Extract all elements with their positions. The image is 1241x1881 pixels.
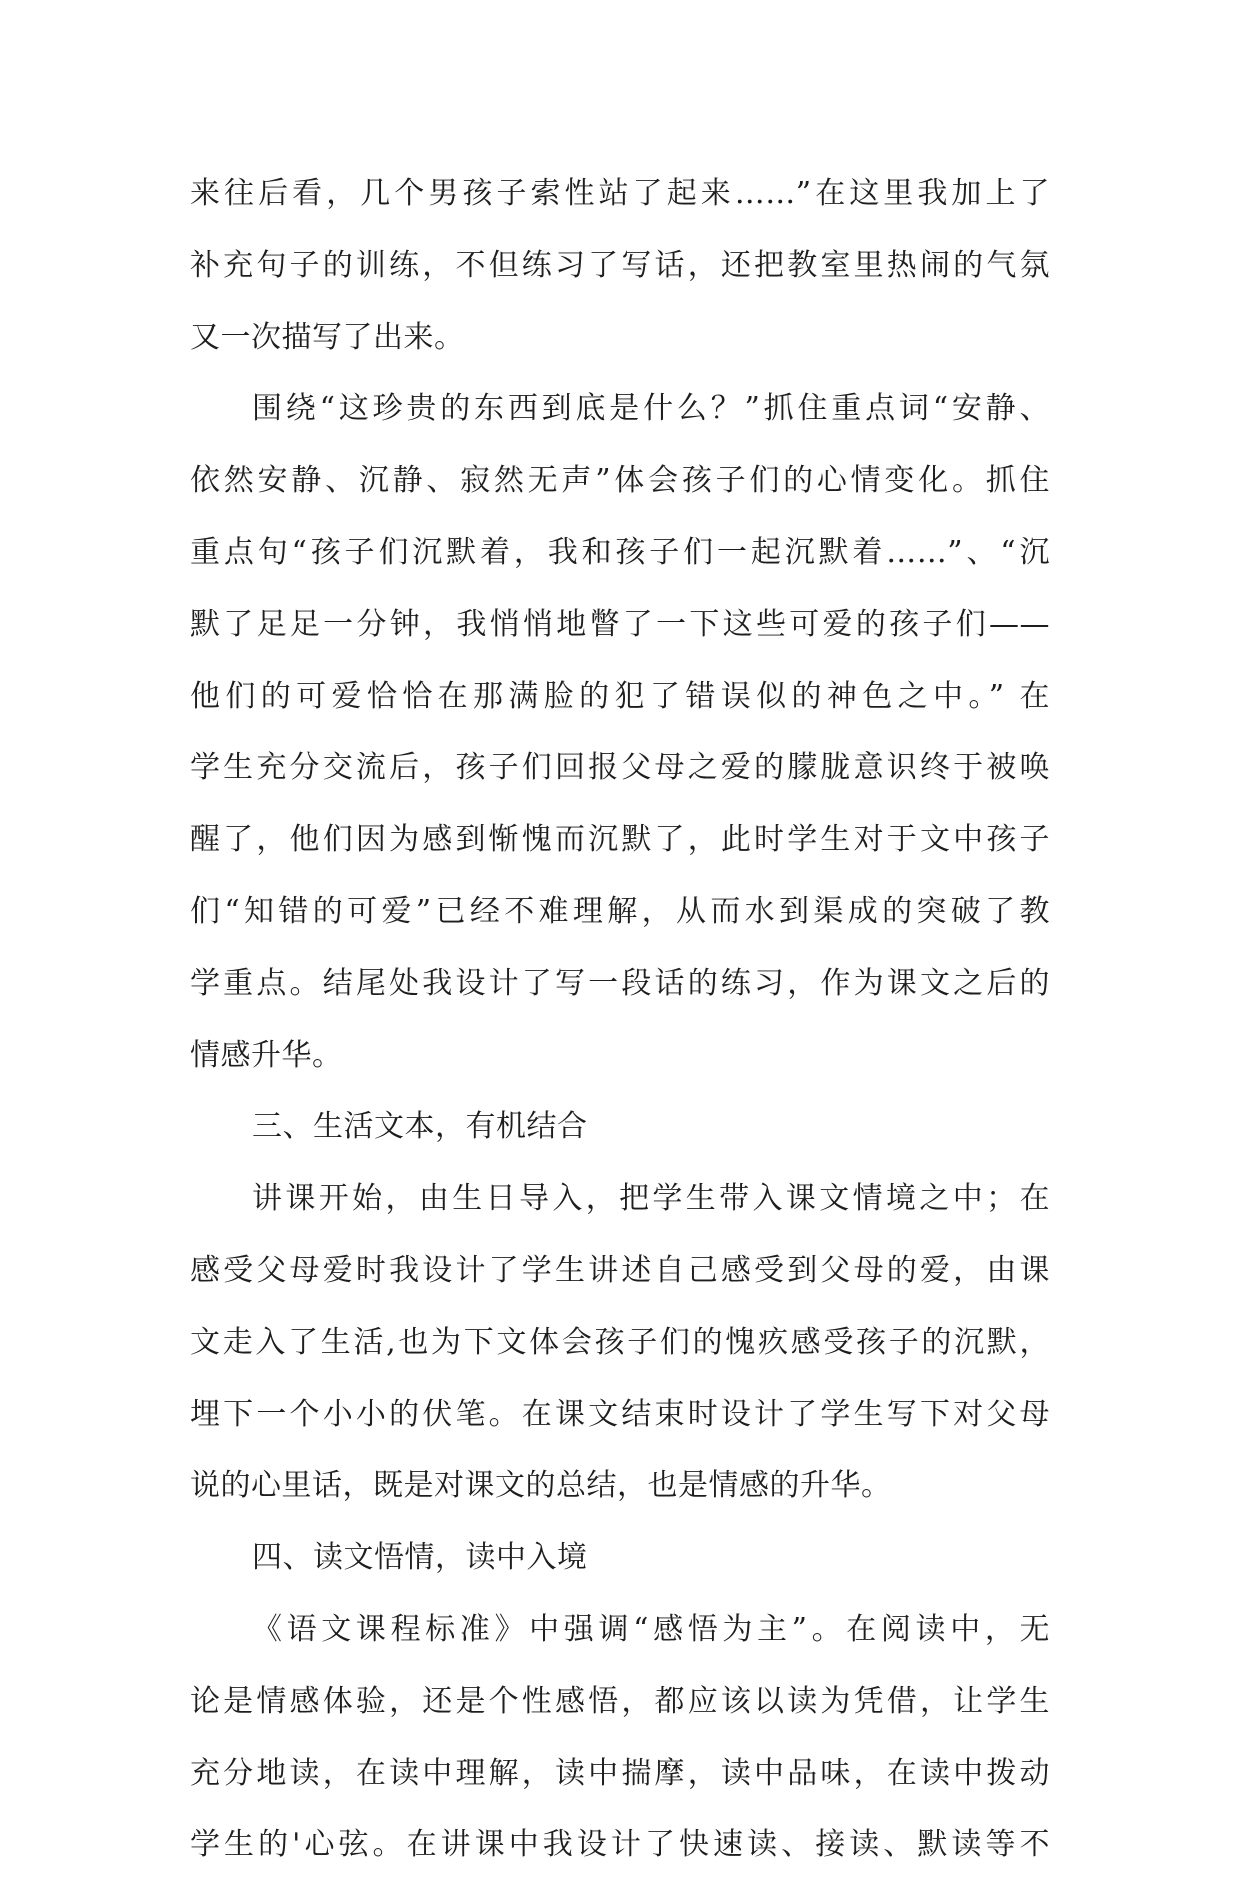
text-line: 重点句“孩子们沉默着，我和孩子们一起沉默着……”、“沉 [190,534,1050,570]
text-line: 学生充分交流后，孩子们回报父母之爱的朦胧意识终于被唤 [190,750,1050,786]
text-line: 三、生活文本，有机结合 [252,1109,588,1145]
text-line: 四、读文悟情，读中入境 [252,1540,588,1576]
text-line: 又一次描写了出来。 [190,319,465,355]
text-line: 来往后看，几个男孩子索性站了起来……”在这里我加上了 [190,176,1050,211]
text-line: 感受父母爱时我设计了学生讲述自己感受到父母的爱，由课 [190,1252,1050,1288]
text-line: 补充句子的训练，不但练习了写话，还把教室里热闹的气氛 [190,247,1050,283]
text-line: 讲课开始，由生日导入，把学生带入课文情境之中；在 [252,1181,1050,1217]
text-line: 默了足足一分钟，我悄悄地瞥了一下这些可爱的孩子们—— [190,606,1050,642]
text-line: 依然安静、沉静、寂然无声”体会孩子们的心情变化。抓住 [190,463,1050,499]
text-line: 他们的可爱恰恰在那满脸的犯了错误似的神色之中。” 在 [190,678,1050,714]
text-line: 围绕“这珍贵的东西到底是什么？”抓住重点词“安静、 [252,391,1050,427]
text-line: 们“知错的可爱”已经不难理解，从而水到渠成的突破了教 [190,893,1050,929]
text-line: 学重点。结尾处我设计了写一段话的练习，作为课文之后的 [190,965,1050,1001]
text-line: 埋下一个小小的伏笔。在课文结束时设计了学生写下对父母 [190,1396,1050,1432]
text-line: 充分地读，在读中理解，读中揣摩，读中品味，在读中拨动 [190,1755,1050,1791]
text-line: 论是情感体验，还是个性感悟，都应该以读为凭借，让学生 [190,1683,1050,1719]
text-line: 学生的'心弦。在讲课中我设计了快速读、接读、默读等不 [190,1827,1050,1863]
text-line: 文走入了生活,也为下文体会孩子们的愧疚感受孩子的沉默， [190,1324,1050,1360]
text-line: 说的心里话，既是对课文的总结，也是情感的升华。 [190,1468,892,1504]
text-line: 醒了，他们因为感到惭愧而沉默了，此时学生对于文中孩子 [190,822,1050,858]
text-line: 情感升华。 [190,1037,343,1073]
text-line: 《语文课程标准》中强调“感悟为主”。在阅读中，无 [252,1611,1050,1647]
document-body [190,158,1050,1881]
